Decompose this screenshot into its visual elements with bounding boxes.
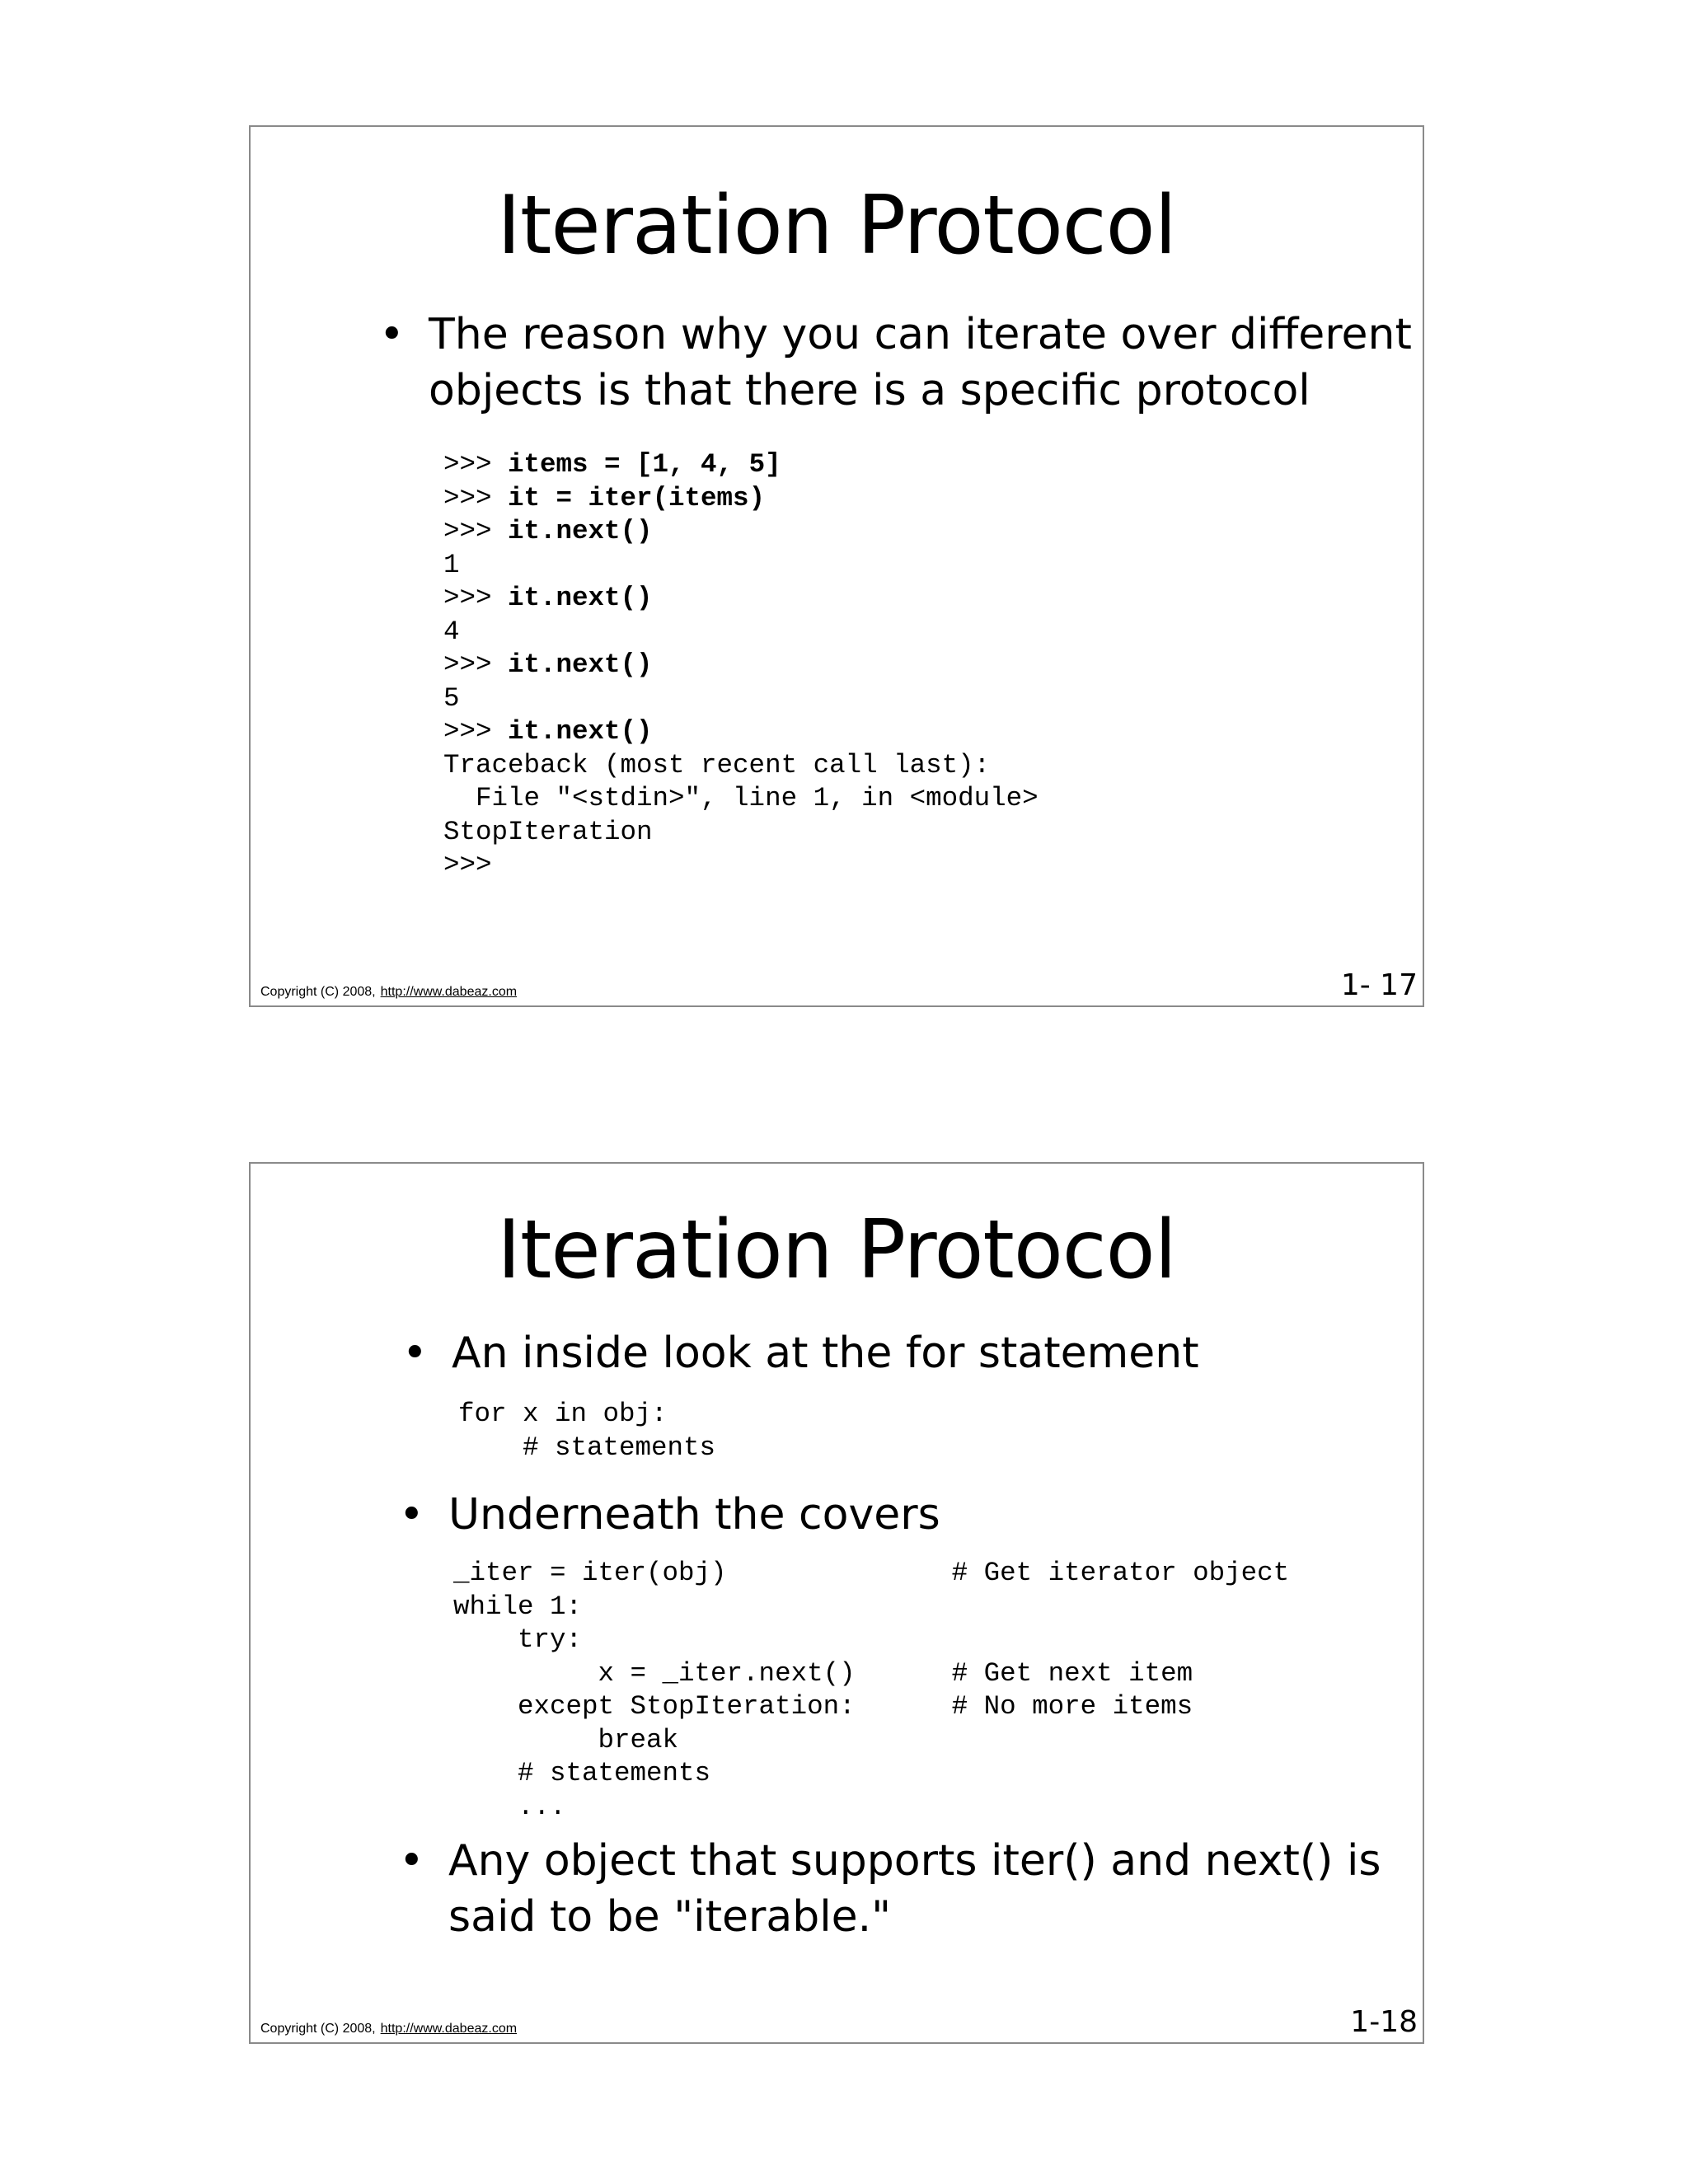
code-line: 4 bbox=[443, 616, 460, 647]
copyright-text: Copyright (C) 2008, bbox=[260, 2022, 376, 2036]
copyright-text: Copyright (C) 2008, bbox=[260, 985, 376, 999]
bullet-text-line: An inside look at the for statement bbox=[452, 1329, 1199, 1378]
bullet-text-line: objects is that there is a specific protocol bbox=[429, 366, 1311, 415]
bullet-text-line: Any object that supports iter() and next() is bbox=[448, 1836, 1381, 1886]
bullet-icon: • bbox=[379, 310, 405, 359]
code-block-repl bbox=[443, 448, 1039, 883]
code-line: File "<stdin>", line 1, in <module> bbox=[443, 783, 1039, 813]
code-line: Traceback (most recent call last): bbox=[443, 749, 991, 780]
code-line: 1 bbox=[443, 549, 460, 580]
code-block-underneath: _iter = iter(obj) # Get iterator object while 1: try: x = _iter.next() # Get next item except StopIteration: # No more items break # statements ... bbox=[453, 1558, 1290, 1822]
code-line: >>> items = [1, 4, 5] bbox=[443, 449, 781, 480]
footer-link[interactable]: http://www.dabeaz.com bbox=[380, 985, 518, 999]
code-line: >>> bbox=[443, 850, 492, 880]
code-line: >>> it.next() bbox=[443, 516, 653, 546]
page-number: 1- 17 bbox=[1340, 968, 1418, 1002]
bullet-text-line: The reason why you can iterate over different bbox=[429, 310, 1412, 359]
code-line: >>> it = iter(items) bbox=[443, 482, 766, 513]
code-line: >>> it.next() bbox=[443, 716, 653, 747]
slide-title: Iteration Protocol bbox=[497, 179, 1176, 273]
code-block-for: for x in obj: # statements bbox=[458, 1399, 716, 1463]
bullet-text-line: said to be "iterable." bbox=[448, 1892, 892, 1942]
bullet-icon: • bbox=[402, 1329, 428, 1378]
page-number: 1-18 bbox=[1350, 2005, 1418, 2039]
bullet-item bbox=[402, 1325, 1199, 1381]
slide-footer bbox=[260, 2021, 517, 2037]
footer-link[interactable]: http://www.dabeaz.com bbox=[380, 2022, 518, 2036]
code-line: >>> it.next() bbox=[443, 649, 653, 680]
bullet-item bbox=[399, 1833, 1381, 1945]
bullet-item bbox=[379, 307, 1412, 419]
slide-1-18 bbox=[249, 1162, 1424, 2044]
bullet-icon: • bbox=[399, 1836, 424, 1886]
slide-1-17 bbox=[249, 125, 1424, 1007]
bullet-text-line: Underneath the covers bbox=[448, 1490, 940, 1540]
slide-footer bbox=[260, 984, 517, 1001]
bullet-item bbox=[399, 1487, 940, 1543]
slide-title: Iteration Protocol bbox=[497, 1203, 1176, 1297]
code-line: 5 bbox=[443, 682, 460, 714]
bullet-icon: • bbox=[399, 1490, 424, 1540]
code-line: >>> it.next() bbox=[443, 583, 653, 613]
code-line: StopIteration bbox=[443, 816, 653, 847]
